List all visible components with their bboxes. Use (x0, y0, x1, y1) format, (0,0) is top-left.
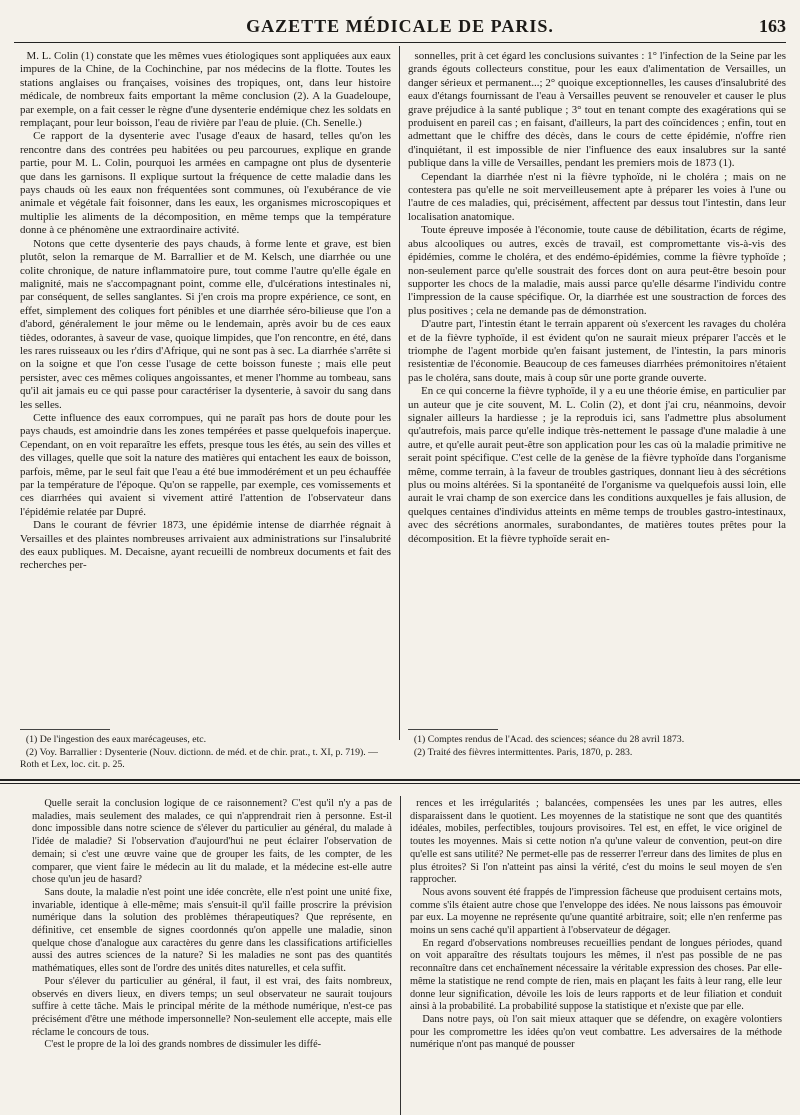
paragraph: Toute épreuve imposée à l'économie, toute cause de débilitation, écarts de régime, abus alcooliques ou autres, excès de travail, est compromettante vis-à-vis des épidémies, comme le choléra, et des endémo-épidémies, comme la fièvre typhoïde ; non-seulement parce qu'elle soustrait des forces dont on aura peut-être besoin pour supporter les chocs de la maladie, mais aussi parce qu'elle désarme l'individu contre l'impression de la cause spécifique. Or, la diarrhée est une soustraction de forces des plus positives ; cela ne demande pas de démonstration. (408, 224, 786, 317)
paragraph: Dans le courant de février 1873, une épidémie intense de diarrhée régnait à Versailles et des plaintes nombreuses arrivaient aux administrations sur l'insalubrité des eaux publiques. M. Decaisne, ayant recueilli de nombreux documents et fait des recherches per- (20, 519, 391, 572)
paragraph: Cependant la diarrhée n'est ni la fièvre typhoïde, ni le choléra ; mais on ne contestera pas qu'elle ne soit merveilleusement apte à préparer les voies à l'une ou l'autre de ces maladies, qui, précisément, affectent par dessus tout l'intestin, dans leur localisation anatomique. (408, 170, 786, 223)
article-column-right (408, 50, 786, 710)
paragraph: En regard d'observations nombreuses recueillies pendant de longues périodes, quand on voit apparaître des résultats toujours les mêmes, il n'est pas possible de ne pas reconnaître dans cet enchaînement nécessaire la véritable expression des choses. Par elle-même la statistique ne rend compte de rien, mais en plaçant les faits à leur rang, elle leur donne leur signification, dévoile les lois de leurs rapports et de leur filiation et conduit ainsi à la probabilité. La probabilité suppose la statistique et n'existe que par elle. (410, 937, 782, 1013)
footnote: (2) Voy. Barrallier : Dysenterie (Nouv. dictionn. de méd. et de chir. prat., t. XI, p. 719). — Roth et Lex, loc. cit. p. 25. (20, 746, 378, 771)
footnotes-left (20, 734, 391, 772)
paragraph: Notons que cette dysenterie des pays chauds, à forme lente et grave, est bien plutôt, selon la remarque de M. Barrallier et de M. Kelsch, une diarrhée ou une colite chronique, de nature inflammatoire pure, tout comme l'autre qu'elle égale en malignité, mais ne s'accompagnant point, comme elle, d'ulcérations intestinales ni, par conséquent, de selles sanglantes. Si j'en crois ma propre expérience, ce sont, en effet, simplement des coliques fort pénibles et une diarrhée séro-bilieuse que l'on a d'abord, généralement le jour même ou le lendemain, après avoir bu de ces eaux tièdes, odorantes, à saveur de vase, quoique limpides, que l'on rencontre, en été, dans les rares ruisseaux ou les r'dirs d'Afrique, qui ne sont pas à sec. La diarrhée s'arrête si on la soigne et que l'on cesse l'usage de cette boisson funeste ; mais elle peut persister, avec ces mêmes coliques angoissantes, et mener l'homme au tombeau, sans qu'il ait jamais eu ce qui passe pour caractériser la dysenterie, à savoir du sang dans les selles. (20, 237, 391, 411)
section-separator (0, 779, 800, 781)
page-header (14, 12, 786, 43)
paragraph: En ce qui concerne la fièvre typhoïde, il y a eu une théorie émise, en particulier par un auteur que je cite souvent, M. L. Colin (2), et dont j'ai cru, néanmoins, devoir signaler ailleurs la hardiesse ; je la reproduis ici, sans l'admettre plus absolument qu'autrefois, mais parce qu'elle indique très-nettement le passage d'une maladie à une autre, et qu'elle aurait peut-être son application pour les cas où la maladie primitive ne serait point spécifique. C'est celle de la genèse de la fièvre typhoïde dans l'organisme même, comme terrain, à la faveur de troubles gastriques, donnant lieu à des sécrétions plus ou moins altérées. Si la spontanéité de l'organisme va quelquefois aussi loin, elle aurait le vrai champ de son exercice dans les conditions auxquelles je fais allusion, de quelques centaines d'individus atteints en même temps de troubles gastro-intestinaux, avec des sécrétions anormales, surabondantes, de matières toutes prêtes pour la décomposition. Et la fièvre typhoïde serait en- (408, 385, 786, 545)
paragraph: Pour s'élever du particulier au général, il faut, il est vrai, des faits nombreux, observés en divers lieux, en divers temps; un seul observateur ne saurait toujours suffire à cette tâche. Mais le principal mérite de la méthode numérique, n'est-ce pas précisément d'être une méthode impersonnelle? Non-seulement elle accepte, mais elle réclame le concours de tous. (32, 975, 392, 1038)
footnote-rule (20, 729, 110, 730)
paragraph: rences et les irrégularités ; balancées, compensées les unes par les autres, elles disparaissent dans le quotient. Les moyennes de la statistique ne sont que des quantités idéales, mobiles, perfectibles, toujours provisoires. Tel est, en effet, le vice originel de toutes les moyennes. Mais si cette notion n'a qu'une valeur de convention, peut-on dire qu'elle est sans utilité? Ne permet-elle pas de resserrer l'erreur dans des limites de plus en plus étroites? Si l'on n'atteint pas ainsi la vérité, c'est du moins le seul moyen de s'en rapprocher. (410, 798, 782, 886)
footnotes-right (408, 734, 786, 772)
paragraph: C'est le propre de la loi des grands nombres de dissimuler les diffé- (44, 1039, 322, 1051)
section-separator-thin (0, 783, 800, 784)
article-column-left (20, 50, 391, 710)
column-divider (400, 796, 401, 1115)
feuilleton-column-left (32, 798, 392, 1115)
page-number: 163 (759, 16, 786, 36)
column-divider (399, 46, 400, 740)
footnote-rule (408, 729, 498, 730)
footnote: (1) Comptes rendus de l'Acad. des sciences; séance du 28 avril 1873. (413, 734, 685, 745)
paragraph: M. L. Colin (1) constate que les mêmes vues étiologiques sont appliquées aux eaux impures de la Chine, de la Cochinchine, par nos médecins de la flotte. Toutes les stations anglaises ou françaises, voisines des tropiques, ont, dans leur histoire médicale, de nombreux faits emportant la même conclusion (2). A la Guadeloupe, par exemple, on a fait cesser le règne d'une dysenterie endémique chez les soldats en remplaçant, pour leur boisson, l'eau de rivière par l'eau de pluie. (Ch. Senelle.) (20, 50, 391, 130)
paragraph: Dans notre pays, où l'on sait mieux attaquer que se défendre, on exagère volontiers pour les compromettre les idées qu'on veut combattre. Les adversaires de la méthode numérique n'ont pas manqué de pousser (410, 1013, 782, 1051)
paragraph: sonnelles, prit à cet égard les conclusions suivantes : 1° l'infection de la Seine par les grands égouts collecteurs constitue, pour les eaux d'alimentation de Versailles, un danger sérieux et permanent...; 2° quoique exceptionnelles, les causes d'insalubrité des eaux d'étangs fournissant de l'eau à Versailles peuvent se renouveler et causer le plus grave préjudice à la santé publique ; 3° tout en tenant compte des exagérations qui se produisent en pareil cas ; en faisant, d'ailleurs, la part des coïncidences ; enfin, tout en admettant que le chiffre des décès, dans le cours de cette épidémie, n'offre rien d'inquiétant, il est impossible de nier l'influence des eaux insalubres sur la santé publique dans la ville de Versailles, pendant les premiers mois de 1873 (1). (408, 50, 786, 170)
footnote: (2) Traité des fièvres intermittentes. Paris, 1870, p. 283. (413, 746, 633, 758)
feuilleton-column-right (410, 798, 782, 1115)
paragraph: Cette influence des eaux corrompues, qui ne paraît pas hors de doute pour les pays chauds, est amoindrie dans les zones tempérées et passe quelquefois inaperçue. Cependant, on en voit reparaître les effets, presque tous les étés, au sein des villes et des villages, quelle que soit la nature des matières qui entachent les eaux de boisson, parfois, même, par le seul fait que l'eau a été bue immodérément et un peu échauffée par la température de l'époque. Qu'on se rappelle, par exemple, ces vomissements et ces diarrhées qui avaient si vivement attiré l'attention de l'observateur dans l'épidémie relatée par Dupré. (20, 411, 391, 518)
journal-title: GAZETTE MÉDICALE DE PARIS. (246, 16, 554, 36)
paragraph: D'autre part, l'intestin étant le terrain apparent où s'exercent les ravages du choléra et de la fièvre typhoïde, il est évident qu'on ne saurait mieux préparer l'accès et le triomphe de l'agent morbide qu'en faisant justement, de l'intestin, la pars minoris resistentiæ de l'économie. Beaucoup de ces fameuses diarrhées prémonitoires n'étaient pas le choléra, sans doute, mais à coup sûr une porte grande ouverte. (408, 318, 786, 384)
paragraph: Nous avons souvent été frappés de l'impression fâcheuse que produisent certains mots, comme s'ils étaient autre chose que l'enveloppe des idées. Ne nous laissons pas émouvoir par eux. La moyenne ne représente qu'une quantité arbitraire, soit; elle n'en renferme pas moins un sens caché qu'il appartient à l'observateur de dégager. (410, 886, 782, 937)
paragraph: Sans doute, la maladie n'est point une idée concrète, elle n'est point une unité fixe, invariable, identique à elle-même; mais s'ensuit-il qu'il faille proscrire la prévision numérique dans la solution des problèmes thérapeutiques? Que représente, en définitive, cet ensemble de signes coordonnés qu'on appelle une maladie, sinon quelque chose d'analogue aux caractères du genre dans les classifications artificielles aussi des autres sciences de la nature? Si les maladies ne sont pas des quantités mathématiques, elles sont de l'ordre des unités dites naturelles, et cela suffit. (32, 886, 392, 975)
paragraph: Quelle serait la conclusion logique de ce raisonnement? C'est qu'il n'y a pas de maladies, mais seulement des malades, ce qui n'apprendrait rien à personne. Est-il donc impossible dans notre science de s'élever du particulier au général, du malade à l'idée de maladie? Si l'observation d'aujourd'hui ne peut éclairer l'observation de demain; si c'est une œuvre vaine que de grouper les faits, de les compter, de les comparer, que vient faire le médecin au lit du malade, et la médecine est-elle autre chose qu'un jeu de hasard? (32, 798, 392, 886)
footnote: (1) De l'ingestion des eaux marécageuses, etc. (25, 734, 207, 745)
paragraph: Ce rapport de la dysenterie avec l'usage d'eaux de hasard, telles qu'on les rencontre dans des contrées peu habitées ou peu parcourues, explique en grande partie, pour M. L. Colin, pourquoi les armées en campagne ont plus de dysenterie que dans les garnisons. Il explique surtout la fréquence de cette maladie dans les pays chauds où les eaux non fréquentées sont communes, où l'exubérance de vie animale et végétale fait foisonner, dans les eaux, les organismes microscopiques et multiplie les aliments de la décomposition, en même temps que la température donne à ce phénomène une extraordinaire activité. (20, 130, 391, 237)
